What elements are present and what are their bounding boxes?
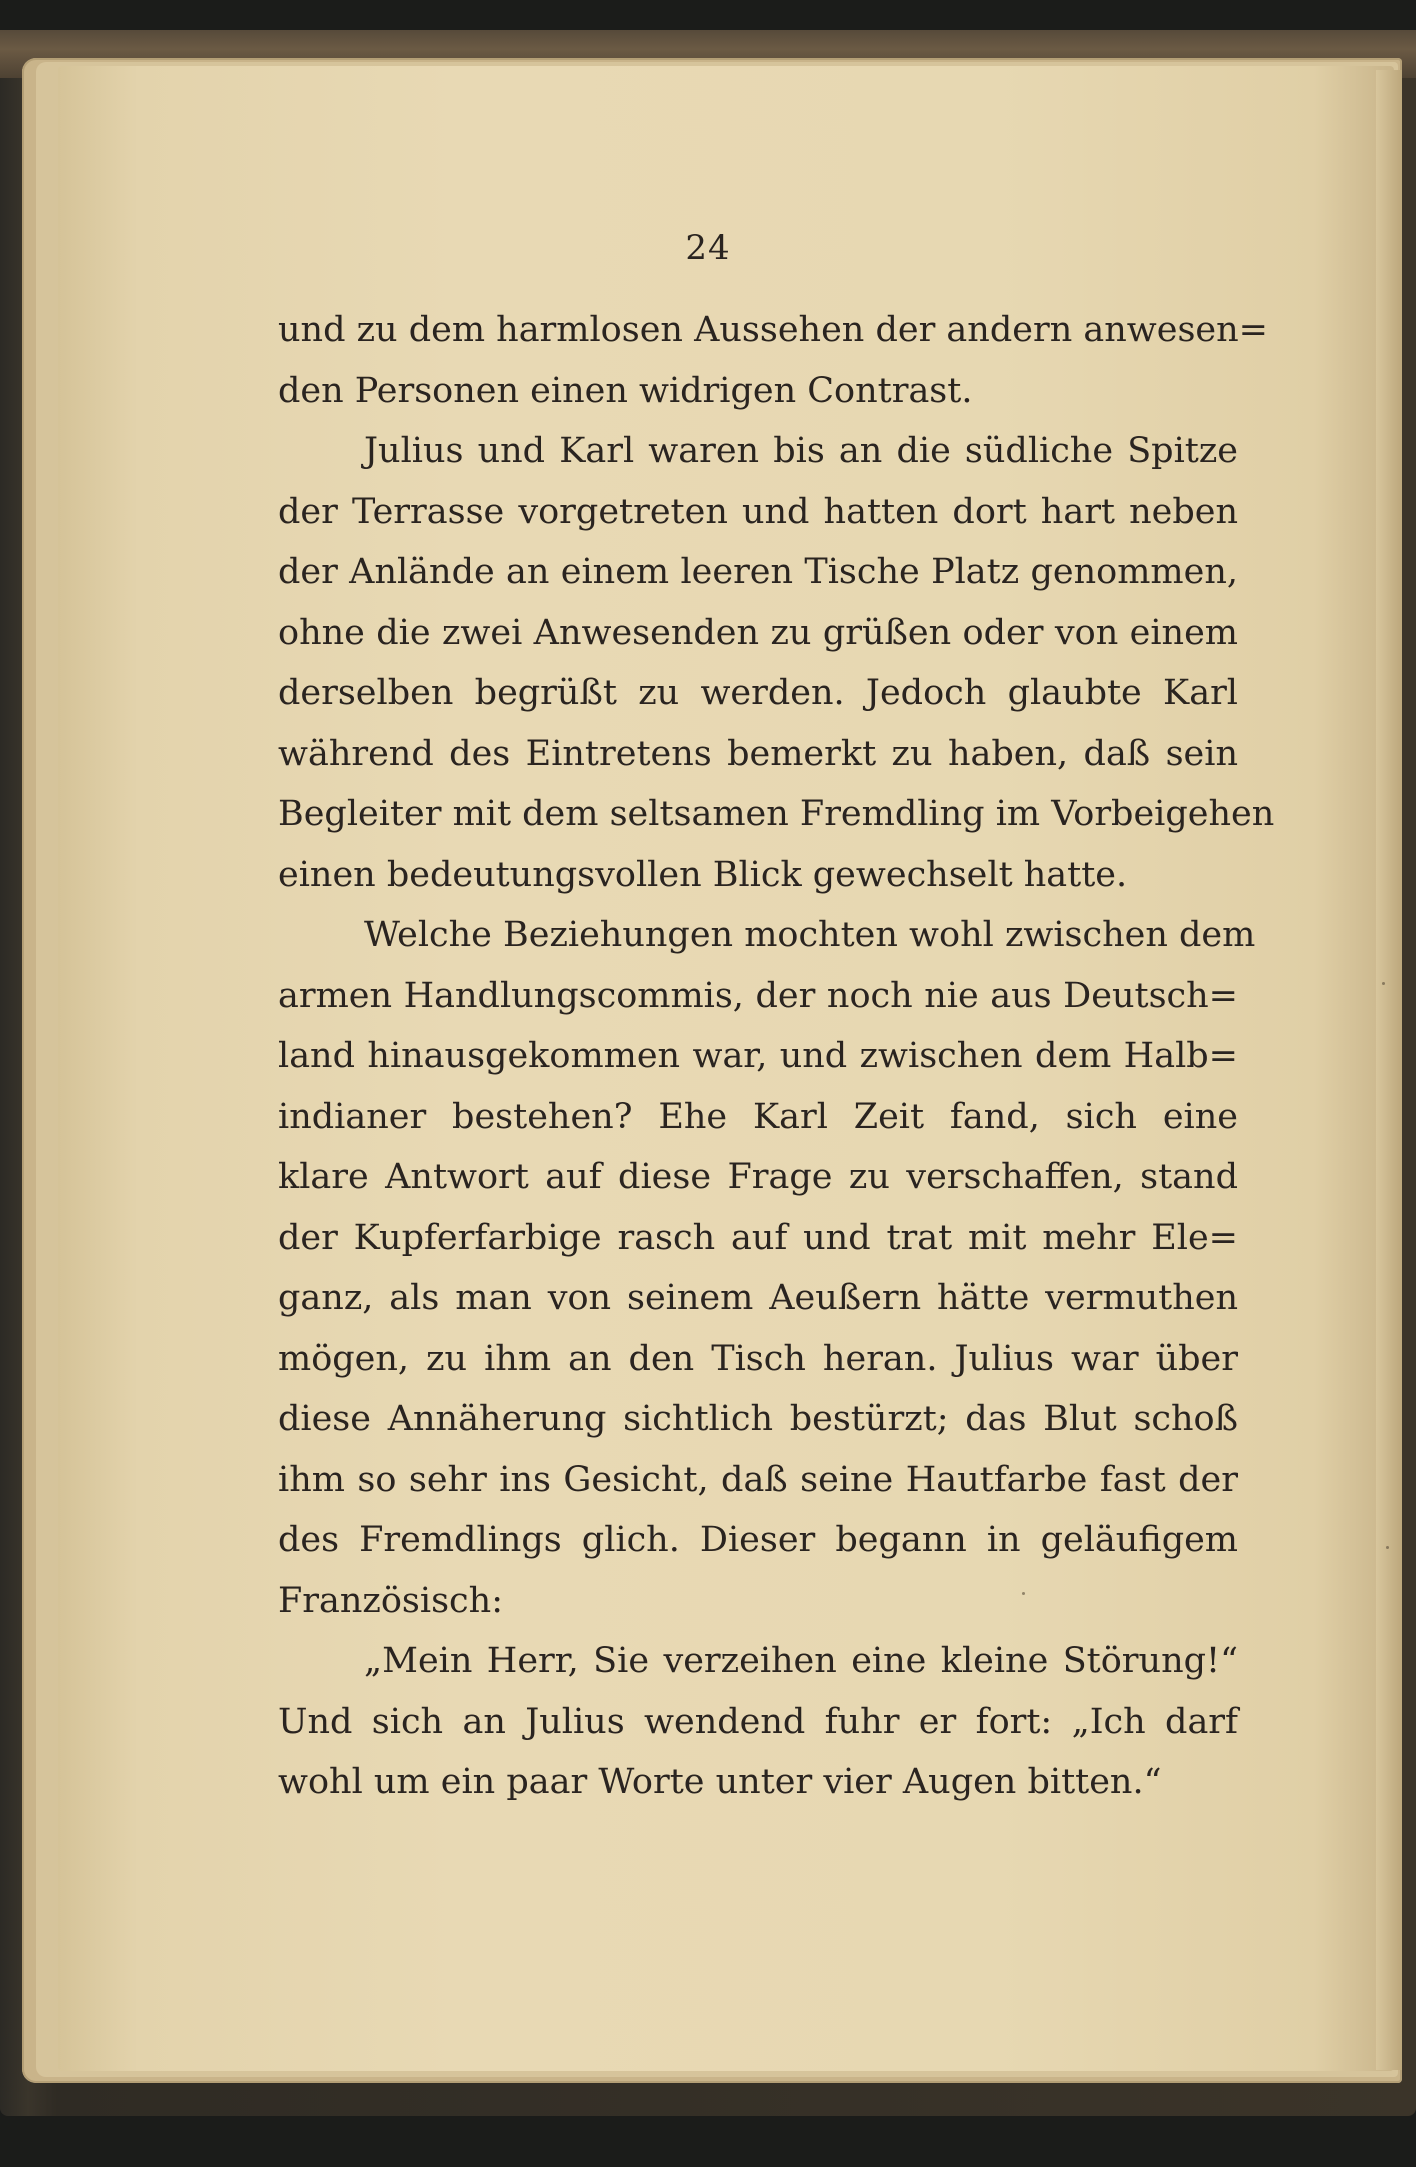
text-line: ihm so sehr ins Gesicht, daß seine Hautfarbe fast der — [278, 1459, 1238, 1500]
text-line: wohl um ein paar Worte unter vier Augen bitten.“ — [278, 1762, 1162, 1802]
text-line: „Mein Herr, Sie verzeihen eine kleine Störung!“ — [364, 1641, 1238, 1681]
text-line: der Kupferfarbige rasch auf und trat mit mehr Ele= — [278, 1217, 1238, 1258]
text-line: derselben begrüßt zu werden. Jedoch glaubte Karl — [278, 673, 1238, 713]
text-line: diese Annäherung sichtlich bestürzt; das Blut schoß — [278, 1399, 1238, 1439]
text-line: land hinausgekommen war, und zwischen dem Halb= — [278, 1036, 1238, 1076]
text-line: der Terrasse vorgetreten und hatten dort hart neben — [278, 491, 1238, 532]
text-line: Begleiter mit dem seltsamen Fremdling im Vorbeigehen — [278, 794, 1275, 834]
paper-speck — [1382, 982, 1385, 985]
text-line: Julius und Karl waren bis an die südliche Spitze — [364, 431, 1238, 471]
text-line: und zu dem harmlosen Aussehen der andern anwesen= — [278, 310, 1268, 350]
page-number: 24 — [685, 228, 731, 268]
text-line: Französisch: — [278, 1580, 503, 1621]
paragraph-2 — [278, 421, 1275, 905]
text-line: ohne die zwei Anwesenden zu grüßen oder von einem — [278, 612, 1238, 653]
paragraph-4 — [278, 1631, 1238, 1813]
text-line: einen bedeutungsvollen Blick gewechselt hatte. — [278, 854, 1128, 895]
text-line: Welche Beziehungen mochten wohl zwischen dem — [364, 915, 1256, 955]
page-right-edge — [1376, 70, 1402, 2070]
paragraph-3 — [278, 905, 1256, 1631]
text-line: armen Handlungscommis, der noch nie aus Deutsch= — [278, 975, 1238, 1016]
text-line: während des Eintretens bemerkt zu haben, daß sein — [278, 733, 1238, 774]
text-line: der Anlände an einem leeren Tische Platz genommen, — [278, 552, 1238, 592]
text-line: Und sich an Julius wendend fuhr er fort: „Ich darf — [278, 1701, 1238, 1742]
paper-speck — [1386, 1546, 1389, 1549]
text-line: des Fremdlings glich. Dieser begann in geläufigem — [278, 1520, 1238, 1560]
paper-speck — [1022, 1592, 1025, 1595]
text-line: mögen, zu ihm an den Tisch heran. Julius war über — [278, 1338, 1238, 1379]
paragraph-1 — [278, 300, 1268, 421]
body-text — [278, 300, 1275, 1813]
text-line: ganz, als man von seinem Aeußern hätte vermuthen — [278, 1278, 1238, 1318]
text-line: indianer bestehen? Ehe Karl Zeit fand, sich eine — [278, 1096, 1238, 1137]
text-line: klare Antwort auf diese Frage zu verschaffen, stand — [278, 1157, 1238, 1197]
text-line: den Personen einen widrigen Contrast. — [278, 370, 973, 411]
